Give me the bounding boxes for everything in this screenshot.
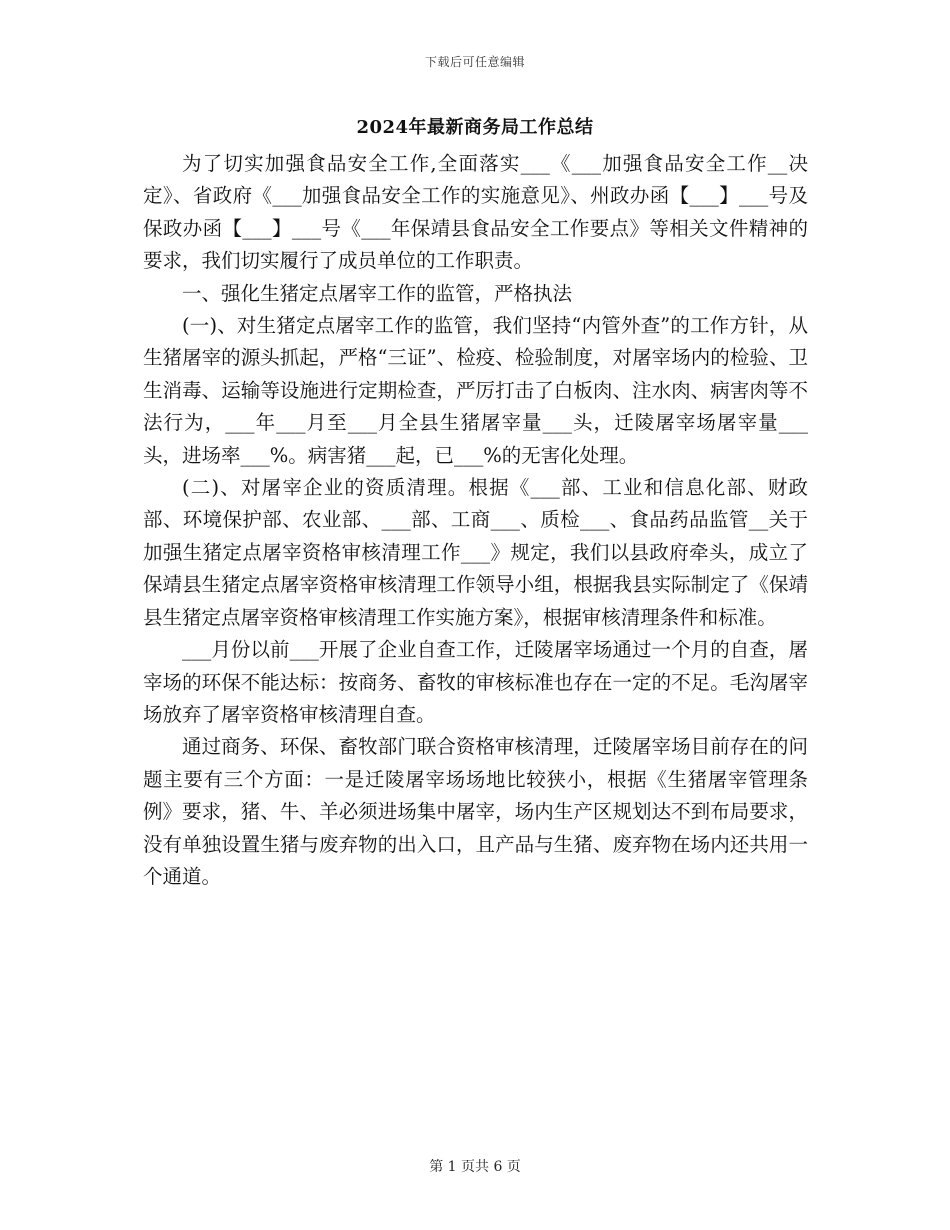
page-number-footer: 第 1 页共 6 页	[429, 1159, 521, 1175]
page-header-note: 下载后可任意编辑	[424, 55, 525, 69]
paragraph-self-inspection: ___月份以前___开展了企业自查工作，迁陵屠宰场通过一个月的自查，屠宰场的环保不能达标：按商务、畜牧的审核标准也存在一定的不足。毛沟屠宰场放弃了屠宰资格审核清理自查。	[143, 638, 808, 726]
paragraph-subsection-1: (一)、对生猪定点屠宰工作的监管，我们坚持“内管外查”的工作方针，从生猪屠宰的源头抓起，严格“三证”、检疫、检验制度，对屠宰场内的检验、卫生消毒、运输等设施进行定期检查，严厉打击了白板肉、注水肉、病害肉等不法行为，___年___月至___月全县生猪屠宰量___头，迁陵屠宰场屠宰量___头，进场率___%。病害猪___起，已___%的无害化处理。	[143, 314, 808, 467]
paragraph-intro: 为了切实加强食品安全工作,全面落实___《___加强食品安全工作__决定》、省政府《___加强食品安全工作的实施意见》、州政办函【___】___号及保政办函【___】___号《___年保靖县食品安全工作要点》等相关文件精神的要求，我们切实履行了成员单位的工作职责。	[143, 152, 808, 273]
document-title: 2024年最新商务局工作总结	[356, 117, 594, 138]
paragraph-joint-review: 通过商务、环保、畜牧部门联合资格审核清理，迁陵屠宰场目前存在的问题主要有三个方面：一是迁陵屠宰场场地比较狭小，根据《生猪屠宰管理条例》要求，猪、牛、羊必须进场集中屠宰，场内生产区规划达不到布局要求，没有单独设置生猪与废弃物的出入口，且产品与生猪、废弃物在场内还共用一个通道。	[143, 735, 808, 888]
document-body	[143, 148, 808, 893]
section-heading-1: 一、强化生猪定点屠宰工作的监管，严格执法	[182, 281, 573, 305]
paragraph-subsection-2: (二)、对屠宰企业的资质清理。根据《___部、工业和信息化部、财政部、环境保护部、农业部、___部、工商___、质检___、食品药品监管__关于加强生猪定点屠宰资格审核清理工作___》规定，我们以县政府牵头，成立了保靖县生猪定点屠宰资格审核清理工作领导小组，根据我县实际制定了《保靖县生猪定点屠宰资格审核清理工作实施方案》，根据审核清理条件和标准。	[143, 476, 808, 629]
